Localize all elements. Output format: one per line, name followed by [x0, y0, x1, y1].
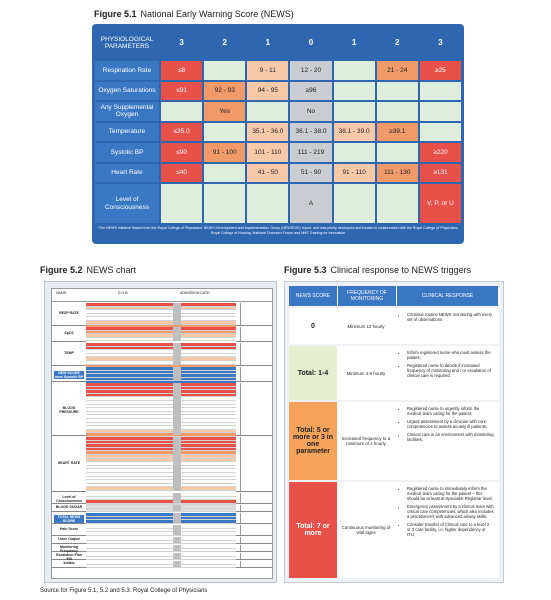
response-item: • Clinical care in an environment with monitoring facilities; [407, 432, 494, 442]
monitoring-frequency-cell: Continuous monitoring of vital signs [341, 525, 391, 535]
chart-right-scale [240, 437, 271, 491]
score-cell: ≤90 [161, 143, 202, 162]
table-footnote: *The NEWS initiative flowed from the Royal College of Physicians' NEWS Development and Implementation Group (NEWSDIG) report, and was jointly developed and funded in collaboration with the Royal College of Physicians, Royal College of Nursing, National Outreach Forum and NHS Training for Innovation [97, 226, 459, 235]
figure-caption: NEWS chart [86, 265, 137, 275]
chart-section [52, 327, 272, 342]
score-cell [334, 184, 375, 223]
chart-section [52, 367, 272, 382]
chart-section-label: Urine Output [58, 537, 80, 541]
chart-grid-row [86, 520, 236, 524]
chart-right-scale [240, 525, 271, 535]
chart-header [52, 289, 272, 302]
figure-caption: National Early Warning Score (NEWS) [140, 9, 294, 19]
parameter-label: Oxygen Saturations [95, 82, 159, 101]
figure-caption: Clinical response to NEWS triggers [330, 265, 472, 275]
figure-number: Figure 5.3 [284, 265, 327, 275]
chart-section [52, 537, 272, 544]
header-news-score: NEWS SCORE [289, 286, 338, 306]
score-cell: ≤91 [161, 82, 202, 101]
score-cell: 92 - 93 [204, 82, 245, 101]
score-cell: ≤8 [161, 61, 202, 80]
news-chart-form [51, 288, 273, 579]
response-row [289, 402, 499, 480]
monitoring-frequency-cell: Minimum 4-6 hourly [346, 370, 386, 376]
clinical-response-cell [395, 482, 499, 578]
chart-score-column [173, 303, 181, 325]
chart-section-label: TEMP [64, 351, 74, 355]
monitoring-frequency-cell: Increased frequency to a minimum of 1 hourly [341, 436, 391, 446]
chart-section-label: NEW SCORE uses Systolic BP [54, 371, 84, 379]
chart-right-scale [240, 383, 271, 435]
source-note: Source for Figure 5.1, 5.2 and 5.3: Royal College of Physicians [40, 588, 208, 594]
chart-section [52, 561, 272, 568]
response-item: • Urgent assessment by a clinician with core competencies to assess acutely ill patients; [407, 419, 494, 429]
response-row [289, 308, 499, 344]
score-cell: 94 - 95 [247, 82, 288, 101]
chart-score-column [173, 437, 181, 491]
figure-5-2-title [40, 265, 136, 275]
chart-right-scale [240, 561, 271, 567]
chart-right-scale [240, 303, 271, 325]
score-cell [377, 143, 418, 162]
score-cell: 91 - 100 [204, 143, 245, 162]
score-cell: A [290, 184, 331, 223]
score-cell: ≥25 [420, 61, 461, 80]
clinical-response-cell [395, 308, 499, 344]
chart-section-label: Level of Consciousness [56, 495, 82, 503]
score-cell [204, 61, 245, 80]
score-cell [204, 184, 245, 223]
chart-score-column [173, 513, 181, 523]
header-score-1: 1 [247, 27, 288, 59]
chart-right-scale [240, 493, 271, 503]
score-cell [377, 102, 418, 121]
score-cell [420, 123, 461, 142]
header-clinical-response: CLINICAL RESPONSE [397, 286, 499, 306]
parameter-label: Level of Consciousness [95, 184, 159, 223]
parameter-label: Respiration Rate [95, 61, 159, 80]
chart-section [52, 505, 272, 512]
score-cell: ≥39.1 [377, 123, 418, 142]
chart-score-column [173, 383, 181, 435]
clinical-response-table [284, 281, 504, 583]
chart-section [52, 493, 272, 504]
score-cell [377, 184, 418, 223]
score-cell [377, 82, 418, 101]
chart-grid-row [86, 541, 236, 545]
clinical-response-cell [395, 402, 499, 480]
chart-score-column [173, 505, 181, 511]
response-table-header [289, 286, 499, 306]
score-cell [334, 102, 375, 121]
score-cell [247, 102, 288, 121]
chart-section-label: BLOOD SUGAR [55, 505, 83, 509]
chart-section [52, 513, 272, 524]
score-cell: 111 - 130 [377, 164, 418, 183]
score-cell: 12 - 20 [290, 61, 331, 80]
score-cell [334, 82, 375, 101]
response-row [289, 346, 499, 400]
parameter-label: Systolic BP [95, 143, 159, 162]
header-score-1: 1 [334, 27, 375, 59]
header-score-3: 3 [161, 27, 202, 59]
chart-section [52, 545, 272, 552]
chart-score-column [173, 525, 181, 535]
figure-number: Figure 5.1 [94, 9, 137, 19]
score-cell: ≥96 [290, 82, 331, 101]
chart-section-label: Pain Score [59, 527, 79, 531]
figure-5-3-title [284, 265, 471, 275]
response-item: • Registered nurse to decide if increased frequency of monitoring and / or escalation of clinical care is required; [407, 363, 494, 378]
chart-score-column [173, 545, 181, 551]
chart-section-label: SpO2 [64, 331, 74, 335]
chart-right-scale [240, 343, 271, 365]
score-cell: 111 - 219 [290, 143, 331, 162]
score-cell [161, 102, 202, 121]
header-score-0: 0 [290, 27, 331, 59]
chart-score-column [173, 367, 181, 381]
chart-section-label: Initials [63, 561, 75, 565]
score-cell: V, P, or U [420, 184, 461, 223]
score-cell [334, 143, 375, 162]
score-cell: 9 - 11 [247, 61, 288, 80]
figure-number: Figure 5.2 [40, 265, 83, 275]
chart-right-scale [240, 505, 271, 511]
chart-section-label: Monitoring Frequency [59, 545, 79, 553]
chart-section-label: HEART RATE [57, 461, 81, 465]
news-score-table [92, 24, 464, 244]
score-cell [420, 102, 461, 121]
chart-grid-row [86, 509, 236, 513]
score-cell [204, 164, 245, 183]
monitoring-frequency-cell: Minimum 12 hourly [347, 323, 385, 329]
chart-grid-row [86, 500, 236, 504]
score-cell [204, 123, 245, 142]
parameter-label: Any Supplemental Oxygen [95, 102, 159, 121]
response-item: • Registered nurse to urgently inform the medical team caring for the patient; [407, 406, 494, 416]
chart-section-label: RESP RATE [59, 311, 79, 315]
score-cell: ≤35.0 [161, 123, 202, 142]
news-score-grid [95, 27, 461, 223]
score-cell: 91 - 110 [334, 164, 375, 183]
score-cell: Yes [204, 102, 245, 121]
score-cell: 51 - 90 [290, 164, 331, 183]
chart-section [52, 525, 272, 536]
chart-section-label: BLOOD PRESSURE [59, 406, 79, 414]
header-score-2: 2 [204, 27, 245, 59]
chart-right-scale [240, 537, 271, 543]
chart-score-column [173, 553, 181, 559]
chart-grid-row [86, 532, 236, 536]
score-cell: 41 - 50 [247, 164, 288, 183]
score-cell [161, 184, 202, 223]
chart-section [52, 343, 272, 366]
chart-header-field: NAME: [56, 291, 68, 295]
header-frequency: FREQUENCY OF MONITORING [338, 286, 397, 306]
parameter-label: Temperature [95, 123, 159, 142]
response-item: • Registered nurse to immediately inform the medical team caring for the patient – this should be at least at Specialist Registrar level; [407, 486, 494, 501]
response-item: • Inform registered nurse who must assess the patient; [407, 350, 494, 360]
clinical-response-cell [395, 346, 499, 400]
score-cell: 38.1 - 39.0 [334, 123, 375, 142]
chart-right-scale [240, 367, 271, 381]
score-cell: 101 - 110 [247, 143, 288, 162]
response-item: • Consider transfer of Clinical care to a level 2 or 3 care facility, i.e. higher dependency or ITU; [407, 522, 494, 537]
news-score-cell: Total: 7 or more [289, 482, 337, 578]
chart-score-column [173, 327, 181, 341]
news-score-cell: Total: 1-4 [289, 346, 337, 400]
chart-section [52, 553, 272, 560]
news-score-cell: Total: 5 or more or 3 in one parameter [289, 402, 337, 480]
chart-score-column [173, 561, 181, 567]
chart-grid-row [86, 557, 236, 561]
score-cell: 36.1 - 38.0 [290, 123, 331, 142]
header-score-3: 3 [420, 27, 461, 59]
chart-right-scale [240, 545, 271, 551]
score-cell: 21 - 24 [377, 61, 418, 80]
chart-section [52, 303, 272, 326]
chart-right-scale [240, 327, 271, 341]
chart-score-column [173, 537, 181, 543]
response-item: • Continue routine NEWS monitoring with every set of observations [407, 312, 494, 322]
news-score-cell: 0 [289, 308, 337, 344]
chart-section [52, 383, 272, 436]
score-cell: 35.1 - 36.0 [247, 123, 288, 142]
news-chart-image [44, 281, 277, 583]
score-cell: ≥220 [420, 143, 461, 162]
header-parameters: PHYSIOLOGICAL PARAMETERS [95, 27, 159, 59]
chart-score-column [173, 343, 181, 365]
chart-right-scale [240, 553, 271, 559]
response-item: • Emergency assessment by a clinical team with critical care competencies, which also includes a practitioner/s with advanced airway skills; [407, 504, 494, 519]
chart-section-label: TOTAL NEWS SCORE [54, 515, 84, 523]
score-cell [334, 61, 375, 80]
figure-5-1-title [94, 9, 294, 19]
score-cell [247, 184, 288, 223]
chart-score-column [173, 493, 181, 503]
header-score-2: 2 [377, 27, 418, 59]
chart-header-field: D.O.B. [117, 291, 129, 295]
chart-section [52, 437, 272, 492]
score-cell: ≥131 [420, 164, 461, 183]
chart-section-label: Escalation Plan Y/N [56, 553, 82, 561]
response-row [289, 482, 499, 578]
chart-grid-row [86, 565, 236, 569]
chart-header-field: ADMISSION DATE: [179, 291, 211, 295]
chart-right-scale [240, 513, 271, 523]
score-cell [420, 82, 461, 101]
score-cell: ≤40 [161, 164, 202, 183]
score-cell: No [290, 102, 331, 121]
parameter-label: Heart Rate [95, 164, 159, 183]
chart-grid-row [86, 549, 236, 553]
